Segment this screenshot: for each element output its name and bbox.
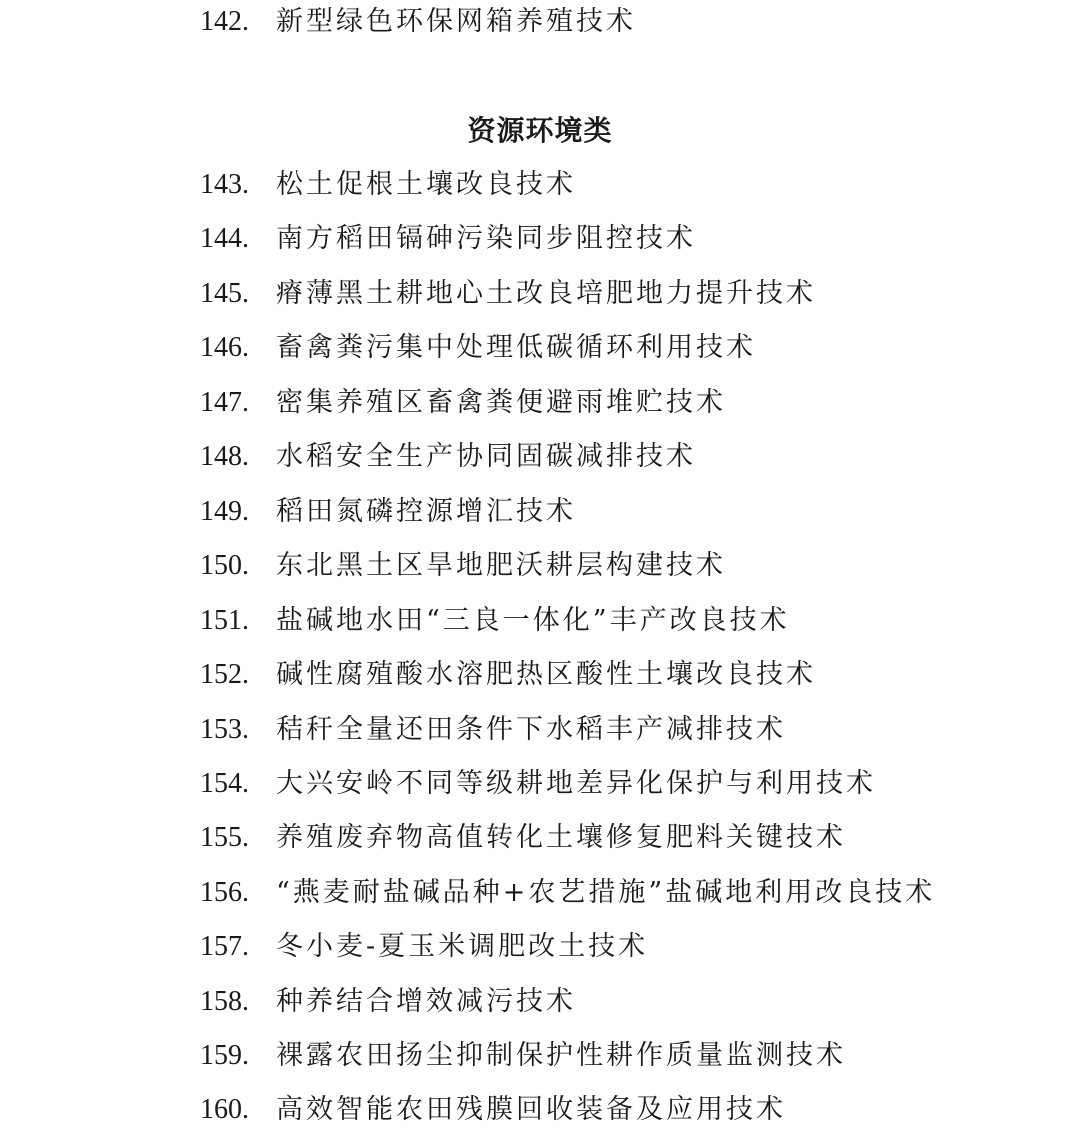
list-item [200, 1036, 846, 1076]
item-text: 松土促根土壤改良技术 [276, 169, 576, 200]
list-item [200, 437, 696, 477]
item-number: 147. [200, 387, 249, 418]
list-item [200, 1090, 786, 1130]
item-text: 东北黑土区旱地肥沃耕层构建技术 [276, 550, 726, 581]
item-number: 143. [200, 169, 249, 200]
item-number: 158. [200, 986, 249, 1017]
list-item [200, 655, 816, 695]
item-text: 密集养殖区畜禽粪便避雨堆贮技术 [276, 387, 726, 418]
list-item [200, 328, 756, 368]
item-text: 高效智能农田残膜回收装备及应用技术 [276, 1094, 786, 1125]
item-number: 160. [200, 1094, 249, 1125]
list-item [200, 492, 576, 532]
list-item [200, 873, 935, 913]
item-text: 碱性腐殖酸水溶肥热区酸性土壤改良技术 [276, 659, 816, 690]
item-text: 稻田氮磷控源增汇技术 [276, 496, 576, 527]
list-item [200, 546, 726, 586]
item-number: 142. [200, 6, 249, 37]
list-item [200, 274, 816, 314]
item-number: 148. [200, 441, 249, 472]
item-number: 159. [200, 1040, 249, 1071]
list-item [200, 601, 790, 641]
item-text: 养殖废弃物高值转化土壤修复肥料关键技术 [276, 822, 846, 853]
item-number: 154. [200, 768, 249, 799]
list-item [200, 219, 696, 259]
list-item [200, 165, 576, 205]
item-text: 畜禽粪污集中处理低碳循环利用技术 [276, 332, 756, 363]
item-number: 157. [200, 931, 249, 962]
item-text: 南方稻田镉砷污染同步阻控技术 [276, 223, 696, 254]
item-number: 149. [200, 496, 249, 527]
list-item [200, 927, 648, 967]
item-text: 种养结合增效减污技术 [276, 986, 576, 1017]
item-text: 冬小麦-夏玉米调肥改土技术 [276, 931, 649, 962]
list-item [200, 982, 576, 1022]
item-text: 裸露农田扬尘抑制保护性耕作质量监测技术 [276, 1040, 846, 1071]
item-text: 大兴安岭不同等级耕地差异化保护与利用技术 [276, 768, 876, 799]
item-number: 144. [200, 223, 249, 254]
list-item [200, 764, 876, 804]
list-item [200, 710, 786, 750]
item-number: 150. [200, 550, 249, 581]
list-item [200, 818, 846, 858]
list-item [200, 2, 636, 42]
item-text: 瘠薄黑土耕地心土改良培肥地力提升技术 [276, 278, 816, 309]
item-number: 153. [200, 714, 249, 745]
item-text: 水稻安全生产协同固碳减排技术 [276, 441, 696, 472]
item-text: “燕麦耐盐碱品种+农艺措施”盐碱地利用改良技术 [276, 877, 936, 908]
item-text: 盐碱地水田“三良一体化”丰产改良技术 [276, 605, 790, 636]
item-number: 146. [200, 332, 249, 363]
item-number: 156. [200, 877, 249, 908]
item-number: 155. [200, 822, 249, 853]
item-text: 秸秆全量还田条件下水稻丰产减排技术 [276, 714, 786, 745]
item-number: 152. [200, 659, 249, 690]
item-text: 新型绿色环保网箱养殖技术 [276, 6, 636, 37]
section-heading: 资源环境类 [467, 114, 613, 147]
item-number: 145. [200, 278, 249, 309]
list-item [200, 383, 726, 423]
item-number: 151. [200, 605, 249, 636]
